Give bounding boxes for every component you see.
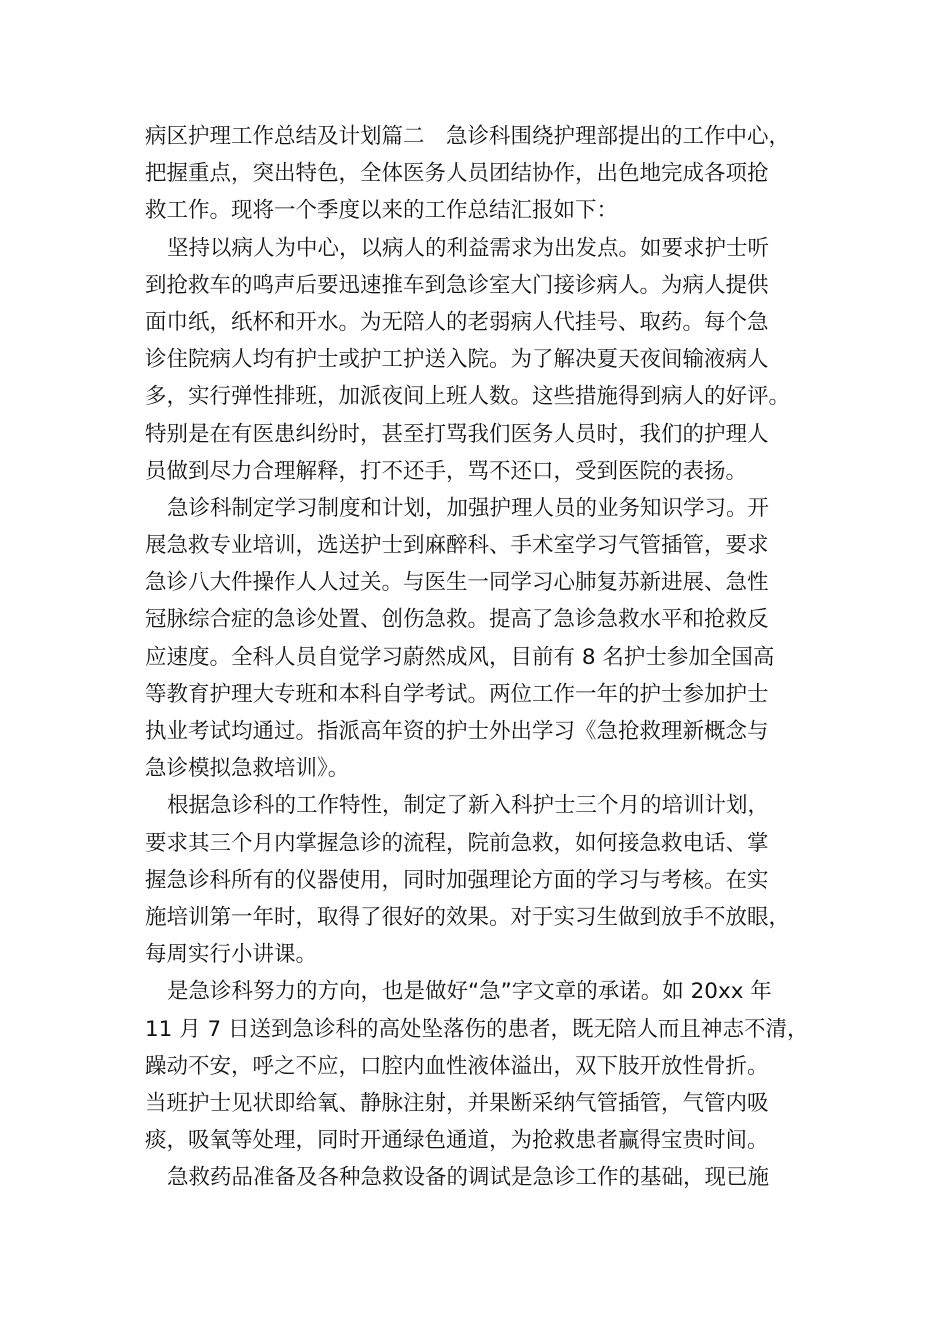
text-line: 等教育护理大专班和本科自学考试。两位工作一年的护士参加护士 — [145, 681, 769, 707]
text-line: 救工作。现将一个季度以来的工作总结汇报如下： — [145, 198, 619, 224]
text-line: 员做到尽力合理解释，打不还手，骂不还口，受到医院的表扬。 — [145, 458, 748, 484]
text-line: 坚持以病人为中心，以病人的利益需求为出发点。如要求护士听 — [167, 235, 770, 261]
text-line: 急诊模拟急救培训》。 — [145, 756, 350, 782]
text-line: 要求其三个月内掌握急诊的流程，院前急救，如何接急救电话、掌 — [145, 830, 769, 856]
text-line: 应速度。全科人员自觉学习蔚然成风，目前有 8 名护士参加全国高 — [145, 644, 775, 670]
document-body — [145, 118, 825, 1196]
text-line: 施培训第一年时，取得了很好的效果。对于实习生做到放手不放眼， — [145, 904, 791, 930]
text-line: 诊住院病人均有护士或护工护送入院。为了解决夏天夜间输液病人 — [145, 347, 769, 373]
text-line: 病区护理工作总结及计划篇二 急诊科围绕护理部提出的工作中心， — [145, 124, 791, 149]
text-line: 把握重点，突出特色，全体医务人员团结协作，出色地完成各项抢 — [145, 161, 769, 187]
text-line: 根据急诊科的工作特性，制定了新入科护士三个月的培训计划， — [167, 793, 770, 819]
text-line: 痰，吸氧等处理，同时开通绿色通道，为抢救患者赢得宝贵时间。 — [145, 1128, 769, 1154]
text-line: 每周实行小讲课。 — [145, 942, 318, 968]
text-line: 特别是在有医患纠纷时，甚至打骂我们医务人员时，我们的护理人 — [145, 421, 769, 447]
text-line: 执业考试均通过。指派高年资的护士外出学习《急抢救理新概念与 — [145, 719, 769, 744]
text-line: 急诊科制定学习制度和计划，加强护理人员的业务知识学习。开 — [167, 495, 770, 521]
text-line: 11 月 7 日送到急诊科的高处坠落伤的患者，既无陪人而且神志不清， — [145, 1016, 809, 1042]
text-line: 急救药品准备及各种急救设备的调试是急诊工作的基础，现已施 — [167, 1165, 770, 1191]
text-line: 急诊八大件操作人人过关。与医生一同学习心肺复苏新进展、急性 — [145, 570, 769, 596]
text-line: 到抢救车的鸣声后要迅速推车到急诊室大门接诊病人。为病人提供 — [145, 272, 769, 298]
text-line: 握急诊科所有的仪器使用，同时加强理论方面的学习与考核。在实 — [145, 867, 769, 893]
text-line: 面巾纸，纸杯和开水。为无陪人的老弱病人代挂号、取药。每个急 — [145, 309, 769, 335]
text-line: 当班护士见状即给氧、静脉注射，并果断采纳气管插管，气管内吸 — [145, 1090, 769, 1116]
text-line: 是急诊科努力的方向，也是做好“急”字文章的承诺。如 20xx 年 — [167, 979, 772, 1005]
text-line: 冠脉综合症的急诊处置、创伤急救。提高了急诊急救水平和抢救反 — [145, 607, 769, 633]
text-line: 多，实行弹性排班，加派夜间上班人数。这些措施得到病人的好评。 — [145, 384, 791, 410]
text-line: 展急救专业培训，选送护士到麻醉科、手术室学习气管插管，要求 — [145, 533, 769, 559]
text-line: 躁动不安，呼之不应，口腔内血性液体溢出，双下肢开放性骨折。 — [145, 1053, 769, 1079]
